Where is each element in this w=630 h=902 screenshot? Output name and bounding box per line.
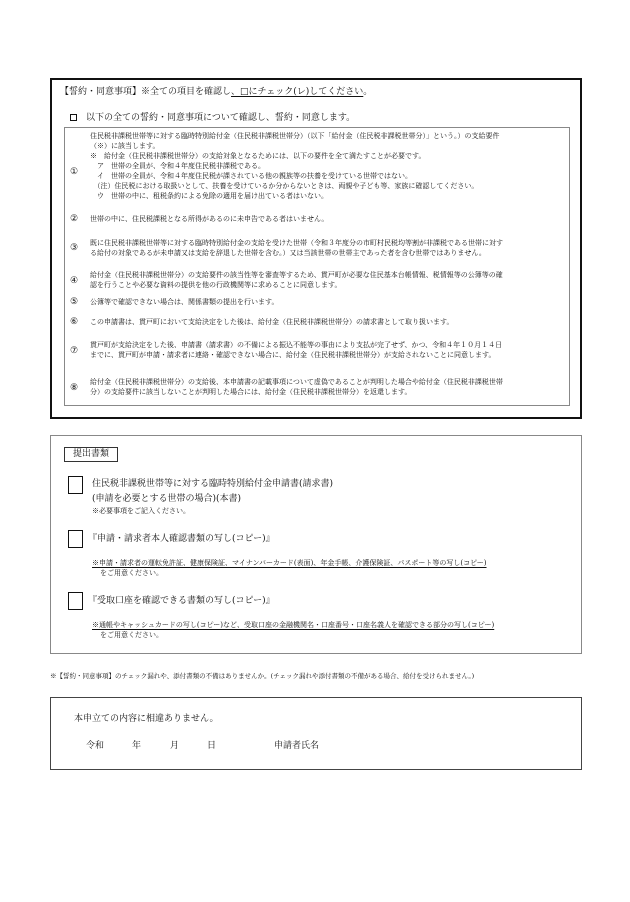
document-2-note: [92, 558, 487, 578]
agree-all-label: 以下の全ての誓約・同意事項について確認し、誓約・同意します。: [86, 113, 356, 123]
document-2-note-line-2: をご用意ください。: [100, 569, 163, 577]
item-number: ④: [70, 276, 79, 286]
consent-heading: [60, 86, 372, 98]
document-3-note-line-1: ※通帳やキャッシュカードの写し(コピー)など、受取口座の金融機関名・口座番号・口座名義人を確認できる部分の写し(コピー): [92, 621, 495, 629]
date-day-label: 日: [207, 741, 217, 751]
declaration-statement: 本申立ての内容に相違ありません。: [74, 714, 219, 724]
consent-item-2: 世帯の中に、住民税課税となる所得があるのに未申告である者はいません。: [90, 215, 329, 223]
document-1-checkbox[interactable]: [68, 476, 83, 494]
document-3-note: [92, 620, 494, 640]
item-number: ⑧: [70, 383, 79, 393]
document-3-checkbox[interactable]: [68, 592, 83, 610]
documents-label: 提出書類: [64, 447, 118, 462]
consent-item-5: 公簿等で確認できない場合は、関係書類の提出を行います。: [90, 298, 279, 306]
document-3-title: 『受取口座を確認できる書類の写し(コピー)』: [88, 596, 275, 606]
consent-item-8: 給付金（住民税非課税世帯分）の支給後、本申請書の記載事項について虚偽であることが判明した場合や給付金（住民税非課税世帯 分）の支給要件に該当しないことが判明した場合には、給付金（住民税非課税世帯分）を返還します。: [90, 378, 503, 396]
consent-item-4: 給付金（住民税非課税世帯分）の支給要件の該当性等を審査等するため、貫戸町が必要な住民基本台帳情報、税情報等の公簿等の確 認を行うことや必要な資料の提供を他の行政機関等に求めることに同意します。: [90, 271, 503, 289]
document-1-title: 住民税非課税世帯等に対する臨時特別給付金申請書(請求書): [92, 479, 334, 489]
consent-heading-underlined: 、□にチェック(レ)してください: [231, 87, 364, 97]
date-year-label: 年: [132, 741, 142, 751]
document-2-checkbox[interactable]: [68, 530, 83, 548]
document-3-note-line-2: をご用意ください。: [100, 631, 163, 639]
declaration-section: [50, 697, 582, 770]
consent-heading-prefix: 【誓約・同意事項】※全ての項目を確認し: [60, 87, 232, 97]
applicant-name-label: 申請者氏名: [274, 741, 320, 751]
consent-item-1: 住民税非課税世帯等に対する臨時特別給付金（住民税非課税世帯分）（以下「給付金（住民税非課税世帯分）」という。）の支給要件 （※）に該当します。 ※ 給付金（住民税非課税世帯分）の支給対象となるためには、以下の要件を全て満たすことが必要です。 ア 世帯の全員が、令和４年度住民税非課税である。 イ 世帯の全員が、令和４年度住民税が課されている他の親族等の扶養を受けている世帯ではない。 （注）住民税における取扱いとして、扶養を受けているか分からないときは、両親や子ども等、家族に確認してください。 ウ 世帯の中に、租税条約による免除の適用を届け出ている者はいない。: [90, 132, 500, 200]
consent-heading-suffix: 。: [363, 87, 373, 97]
consent-item-3: 既に住民税非課税世帯等に対する臨時特別給付金の支給を受けた世帯（令和３年度分の市町村民税均等割が非課税である世帯に対す る給付の対象であるが未申請又は支給を辞退した世帯を含む。）又は当該世帯の世帯主であった者を含む世帯ではありません。: [90, 239, 503, 257]
consent-item-6: この申請書は、貫戸町において支給決定をした後は、給付金（住民税非課税世帯分）の請求書として取り扱います。: [90, 318, 454, 326]
item-number: ②: [70, 214, 79, 224]
agree-all-checkbox[interactable]: [70, 114, 77, 121]
document-1-note: ※必要事項をご記入ください。: [92, 507, 190, 515]
footnote: ※【誓約・同意事項】のチェック漏れや、添付書類の不備はありませんか。(チェック漏れや添付書類の不備がある場合、給付を受けられません。): [50, 672, 475, 680]
document-2-note-line-1: ※申請・請求者の運転免許証、健康保険証、マイナンバーカード(表面)、年金手帳、介護保険証、パスポート等の写し(コピー): [92, 559, 487, 567]
item-number: ⑥: [70, 317, 79, 327]
item-number: ①: [70, 167, 79, 177]
consent-item-7: 貫戸町が支給決定をした後、申請書（請求書）の不備による振込不能等の事由により支払が完了せず、かつ、令和４年１０月１４日 までに、貫戸町が申請・請求者に連絡・確認できない場合に、給付金（住民税非課税世帯分）が支給されないことに同意します。: [90, 341, 503, 359]
item-number: ⑤: [70, 297, 79, 307]
document-1-subtitle: (申請を必要とする世帯の場合)(本書): [92, 494, 242, 504]
item-number: ③: [70, 243, 79, 253]
date-month-label: 月: [170, 741, 180, 751]
item-number: ⑦: [70, 346, 79, 356]
document-2-title: 『申請・請求者本人確認書類の写し(コピー)』: [88, 534, 275, 544]
date-era: 令和: [86, 741, 105, 751]
